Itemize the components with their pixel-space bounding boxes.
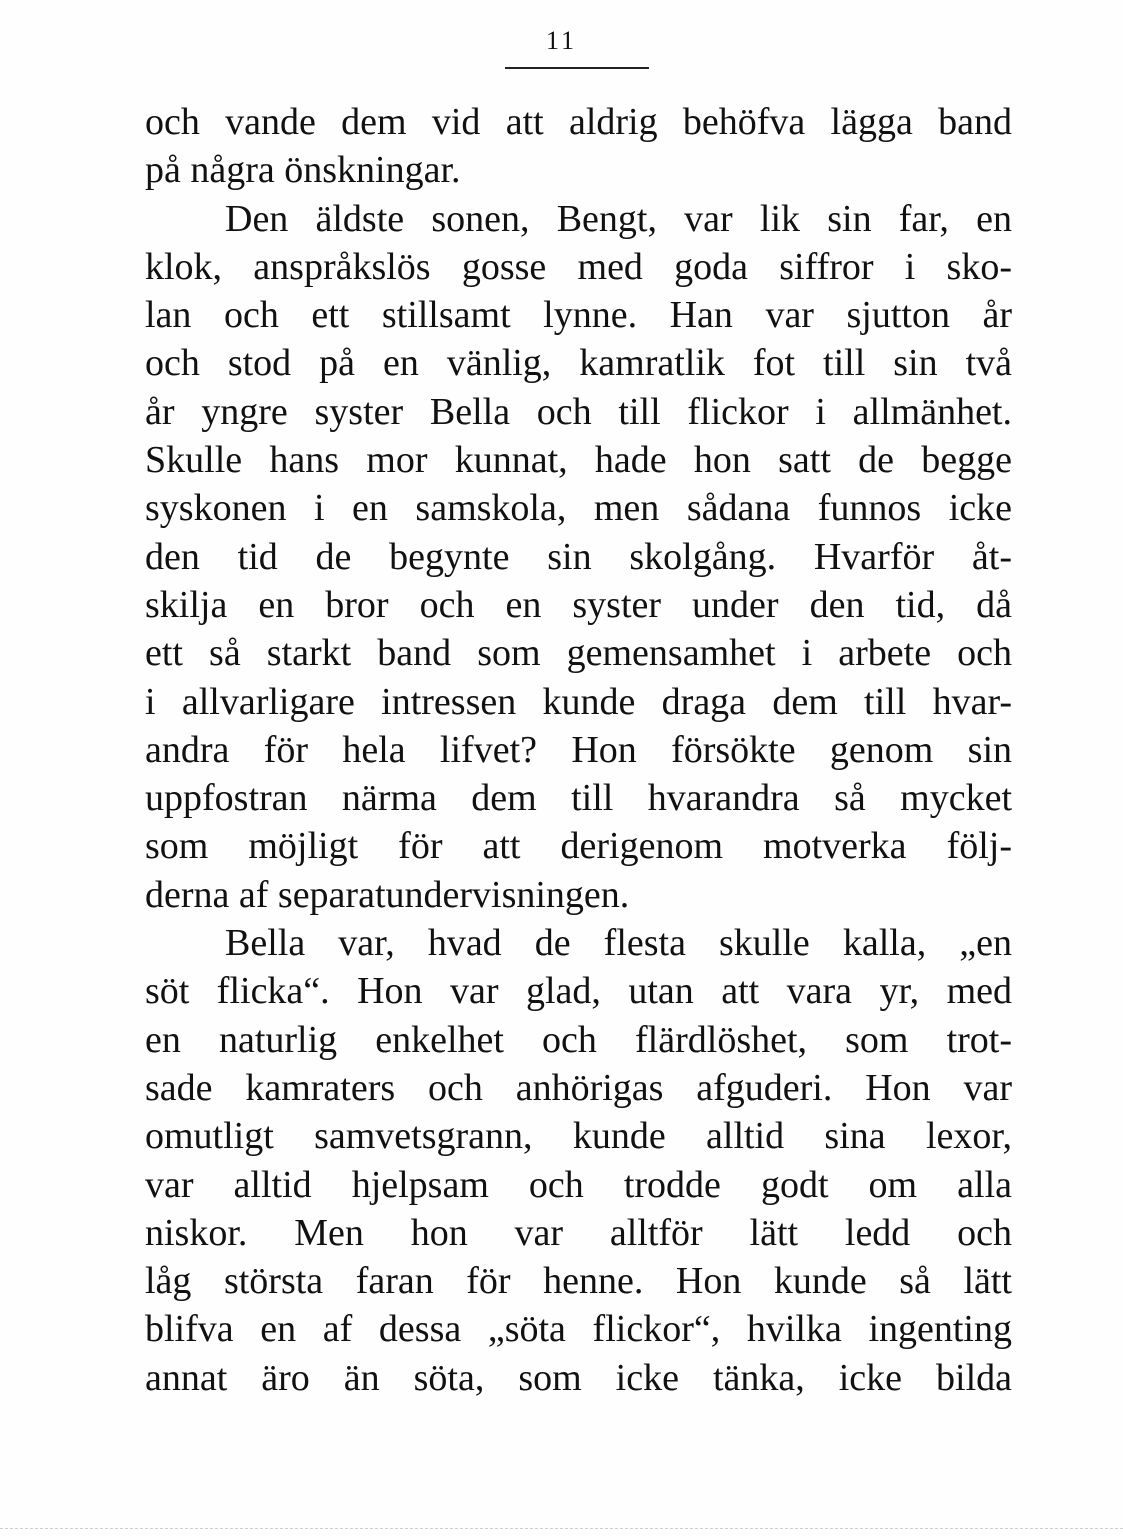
text-line: skilja en bror och en syster under den tid, då [145, 583, 1012, 626]
text-line: annat äro än söta, som icke tänka, icke bilda [145, 1356, 1012, 1399]
text-line: var alltid hjelpsam och trodde godt om alla [145, 1163, 1012, 1206]
text-line: klok, anspråkslös gosse med goda siffror i sko- [145, 245, 1012, 288]
page-number-rule [505, 67, 649, 69]
text-line: ett så starkt band som gemensamhet i arbete och [145, 632, 1012, 675]
text-line: och stod på en vänlig, kamratlik fot till sin två [145, 342, 1012, 385]
text-line: niskor. Men hon var alltför lätt ledd och [145, 1211, 1012, 1254]
text-line: en naturlig enkelhet och flärdlöshet, som trot- [145, 1018, 1012, 1061]
text-line: som möjligt för att derigenom motverka följ- [145, 825, 1012, 868]
scan-edge-divider [0, 1528, 1123, 1529]
text-line: och vande dem vid att aldrig behöfva lägga band [145, 101, 1012, 143]
text-line: sade kamraters och anhörigas afguderi. Hon var [145, 1066, 1012, 1109]
text-line: omutligt samvetsgrann, kunde alltid sina lexor, [145, 1115, 1012, 1158]
text-line: låg största faran för henne. Hon kunde så lätt [145, 1260, 1012, 1303]
text-line: lan och ett stillsamt lynne. Han var sjutton år [145, 294, 1012, 337]
text-line: den tid de begynte sin skolgång. Hvarför åt- [145, 535, 1012, 578]
text-line: uppfostran närma dem till hvarandra så mycket [145, 777, 1012, 820]
page-number: 11 [545, 26, 578, 55]
text-line: i allvarligare intressen kunde draga dem till hvar- [145, 680, 1012, 723]
paragraph-start-line: Den äldste sonen, Bengt, var lik sin far, en [225, 197, 1012, 240]
paragraph-start-line: Bella var, hvad de flesta skulle kalla, „en [225, 922, 1012, 965]
text-line: Skulle hans mor kunnat, hade hon satt de begge [145, 439, 1012, 482]
text-line: på några önskningar. [145, 149, 461, 192]
text-line: söt flicka“. Hon var glad, utan att vara yr, med [145, 970, 1012, 1013]
text-line: blifva en af dessa „söta flickor“, hvilka ingenting [145, 1308, 1012, 1351]
text-line: år yngre syster Bella och till flickor i allmänhet. [145, 390, 1012, 433]
text-line: syskonen i en samskola, men sådana funnos icke [145, 487, 1012, 530]
text-line: andra för hela lifvet? Hon försökte genom sin [145, 728, 1012, 771]
body-text [145, 98, 1012, 1402]
text-line: derna af separatundervisningen. [145, 873, 630, 916]
